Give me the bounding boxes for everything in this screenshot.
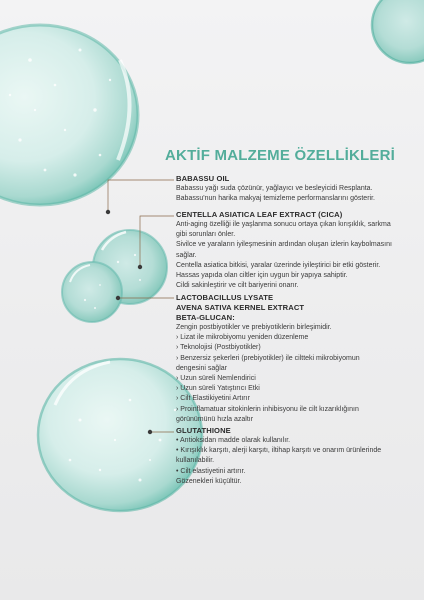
- gel-drop-corner: [372, 0, 424, 63]
- ingredient-heading: GLUTATHIONE: [176, 426, 231, 435]
- ingredient-heading: BETA-GLUCAN:: [176, 313, 235, 322]
- ingredient-heading: BABASSU OIL: [176, 174, 230, 183]
- gel-drop-large: [0, 25, 138, 205]
- ingredient-heading: AVENA SATIVA KERNEL EXTRACT: [176, 303, 305, 312]
- ingredient-glutathione: [176, 426, 420, 487]
- ingredient-lactobacillus-lysate: [176, 293, 420, 425]
- ingredient-description: Zengin postbiyotikler ve prebiyotiklerin birleşimidir. › Lizat ile mikrobiyomu yeniden düzenleme › Teknolojisi (Postbiyotikler) › Benzersiz şekerleri (prebiyotikler) ile ciltteki mikrobiyomun dengesini sağlar › Uzun süreli Nemlendirici › Uzun süreli Yatıştırıcı Etki › Cilt Elastikiyetini Artırır › Proinflamatuar sitokinlerin inhibisyonu ile cilt kızarıklığının görünümünü hızla azaltır: [176, 324, 360, 423]
- ingredient-heading: CENTELLA ASIATICA LEAF EXTRACT (CICA): [176, 210, 343, 219]
- ingredient-description: • Antioksidan madde olarak kullanılır. • Kırışıklık karşıtı, alerji karşıtı, iltihap karşıtı ve onarım ürünlerinde kullanılabilir. • Cilt elastiyetini artırır. Gözenekleri küçültür.: [176, 437, 382, 485]
- ingredient-centella-asiatica: [176, 210, 420, 291]
- gel-drop-small: [62, 262, 122, 322]
- ingredient-babassu-oil: [176, 174, 420, 204]
- page-title: AKTİF MALZEME ÖZELLİKLERİ: [165, 147, 395, 164]
- ingredient-description: Anti-aging özelliği ile yaşlanma sonucu ortaya çıkan kırışıklık, sarkma gibi sorunları önler. Sivilce ve yaraların iyileşmesinin ardından oluşan izlerin kaybolmasını sağlar. Centella asiatica bitkisi, yaralar üzerinde iyileştirici bir etki gösterir. Hassas yapıda olan ciltler için uygun bir yapıya sahiptir. Cildi sakinleştirir ve cilt bariyerini onarır.: [176, 221, 392, 290]
- ingredient-description: Babassu yağı suda çözünür, yağlayıcı ve besleyicidi Resplanta. Babassu'nun harika makyaj temizleme performanslarını gösterir.: [176, 185, 375, 203]
- ingredient-heading: LACTOBACILLUS LYSATE: [176, 293, 274, 302]
- connector-babassu: [108, 180, 174, 212]
